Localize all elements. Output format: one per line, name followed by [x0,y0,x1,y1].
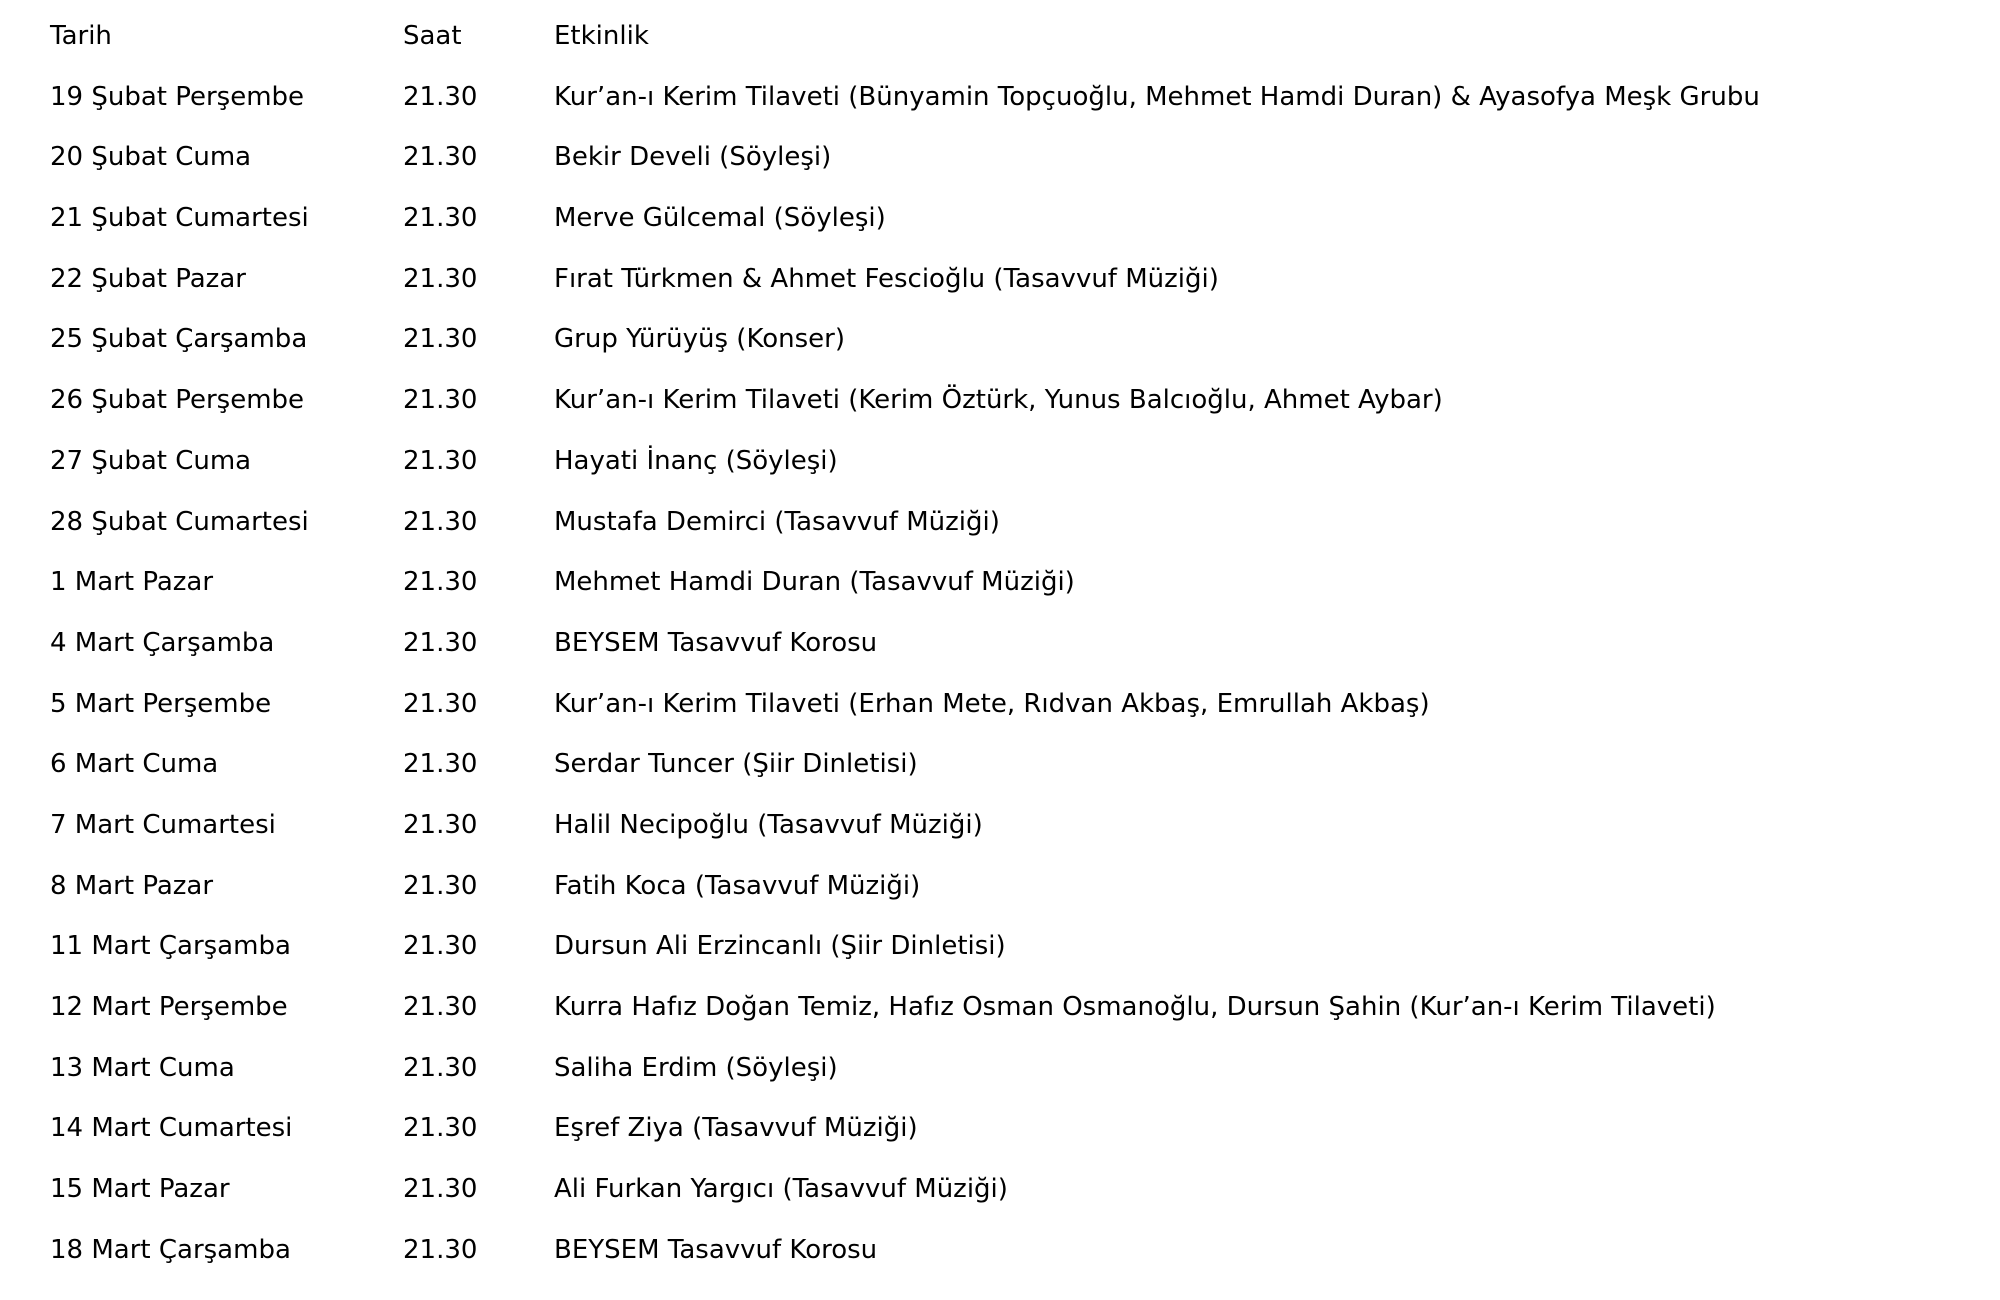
row-event: Ali Furkan Yargıcı (Tasavvuf Müziği) [554,1174,1008,1205]
header-event: Etkinlik [554,21,649,51]
event-schedule-table [50,12,1950,1286]
row-date: 26 Şubat Perşembe [50,385,305,416]
row-date: 4 Mart Çarşamba [50,627,275,658]
row-event: Saliha Erdim (Söyleşi) [554,1052,838,1083]
row-date: 6 Mart Cuma [50,749,219,780]
row-date: 14 Mart Cumartesi [50,1113,293,1144]
row-date: 8 Mart Pazar [50,870,214,901]
row-date: 12 Mart Perşembe [50,992,288,1022]
table-row [50,73,1950,134]
table-row [50,922,1950,983]
row-date: 5 Mart Perşembe [50,688,272,719]
table-row [50,619,1950,680]
table-row [50,1165,1950,1226]
header-date: Tarih [50,21,112,51]
row-event: Serdar Tuncer (Şiir Dinletisi) [554,749,918,780]
row-time: 21.30 [403,627,478,658]
row-date: 13 Mart Cuma [50,1052,235,1083]
row-time: 21.30 [403,1174,478,1205]
table-row [50,983,1950,1044]
row-time: 21.30 [403,992,478,1022]
row-time: 21.30 [403,749,478,780]
table-header-row [50,12,1950,73]
row-time: 21.30 [403,142,478,173]
table-row [50,1104,1950,1165]
row-event: Dursun Ali Erzincanlı (Şiir Dinletisi) [554,931,1006,962]
row-event: Grup Yürüyüş (Konser) [554,324,845,355]
row-event: Bekir Develi (Söyleşi) [554,142,832,173]
row-event: BEYSEM Tasavvuf Korosu [554,1234,878,1265]
table-row [50,740,1950,801]
row-time: 21.30 [403,81,478,112]
table-row [50,801,1950,862]
row-time: 21.30 [403,870,478,901]
row-event: Kur’an-ı Kerim Tilaveti (Erhan Mete, Rıdvan Akbaş, Emrullah Akbaş) [554,688,1430,719]
row-date: 21 Şubat Cumartesi [50,203,309,234]
header-time: Saat [403,21,462,51]
row-date: 28 Şubat Cumartesi [50,506,309,537]
row-event: Hayati İnanç (Söyleşi) [554,445,838,476]
row-time: 21.30 [403,445,478,476]
row-event: Fırat Türkmen & Ahmet Fescioğlu (Tasavvuf Müziği) [554,263,1219,294]
row-time: 21.30 [403,567,478,598]
row-time: 21.30 [403,263,478,294]
table-row [50,437,1950,498]
row-time: 21.30 [403,385,478,416]
row-date: 20 Şubat Cuma [50,142,252,173]
row-time: 21.30 [403,1234,478,1265]
row-date: 11 Mart Çarşamba [50,931,291,962]
table-row [50,194,1950,255]
row-event: Halil Necipoğlu (Tasavvuf Müziği) [554,809,983,840]
row-event: Merve Gülcemal (Söyleşi) [554,203,886,234]
table-row [50,558,1950,619]
row-event: Fatih Koca (Tasavvuf Müziği) [554,870,921,901]
row-time: 21.30 [403,688,478,719]
table-row [50,1044,1950,1105]
row-time: 21.30 [403,506,478,537]
row-event: Mustafa Demirci (Tasavvuf Müziği) [554,506,1000,537]
row-event: Mehmet Hamdi Duran (Tasavvuf Müziği) [554,567,1075,598]
row-date: 18 Mart Çarşamba [50,1234,291,1265]
table-row [50,498,1950,559]
row-date: 1 Mart Pazar [50,567,214,598]
table-row [50,376,1950,437]
table-row [50,315,1950,376]
row-date: 25 Şubat Çarşamba [50,324,308,355]
table-row [50,1226,1950,1287]
table-row [50,255,1950,316]
row-date: 15 Mart Pazar [50,1174,230,1205]
row-date: 27 Şubat Cuma [50,445,252,476]
row-event: Kur’an-ı Kerim Tilaveti (Kerim Öztürk, Yunus Balcıoğlu, Ahmet Aybar) [554,385,1443,416]
row-time: 21.30 [403,1113,478,1144]
table-row [50,133,1950,194]
row-date: 19 Şubat Perşembe [50,81,305,112]
row-time: 21.30 [403,1052,478,1083]
row-time: 21.30 [403,809,478,840]
table-row [50,862,1950,923]
row-event: Eşref Ziya (Tasavvuf Müziği) [554,1113,918,1144]
row-time: 21.30 [403,203,478,234]
row-date: 22 Şubat Pazar [50,263,246,294]
row-time: 21.30 [403,931,478,962]
table-row [50,680,1950,741]
row-event: Kur’an-ı Kerim Tilaveti (Bünyamin Topçuoğlu, Mehmet Hamdi Duran) & Ayasofya Meşk Grubu [554,81,1760,112]
row-event: Kurra Hafız Doğan Temiz, Hafız Osman Osmanoğlu, Dursun Şahin (Kur’an-ı Kerim Tilaveti) [554,992,1716,1022]
row-event: BEYSEM Tasavvuf Korosu [554,627,878,658]
row-date: 7 Mart Cumartesi [50,809,276,840]
row-time: 21.30 [403,324,478,355]
